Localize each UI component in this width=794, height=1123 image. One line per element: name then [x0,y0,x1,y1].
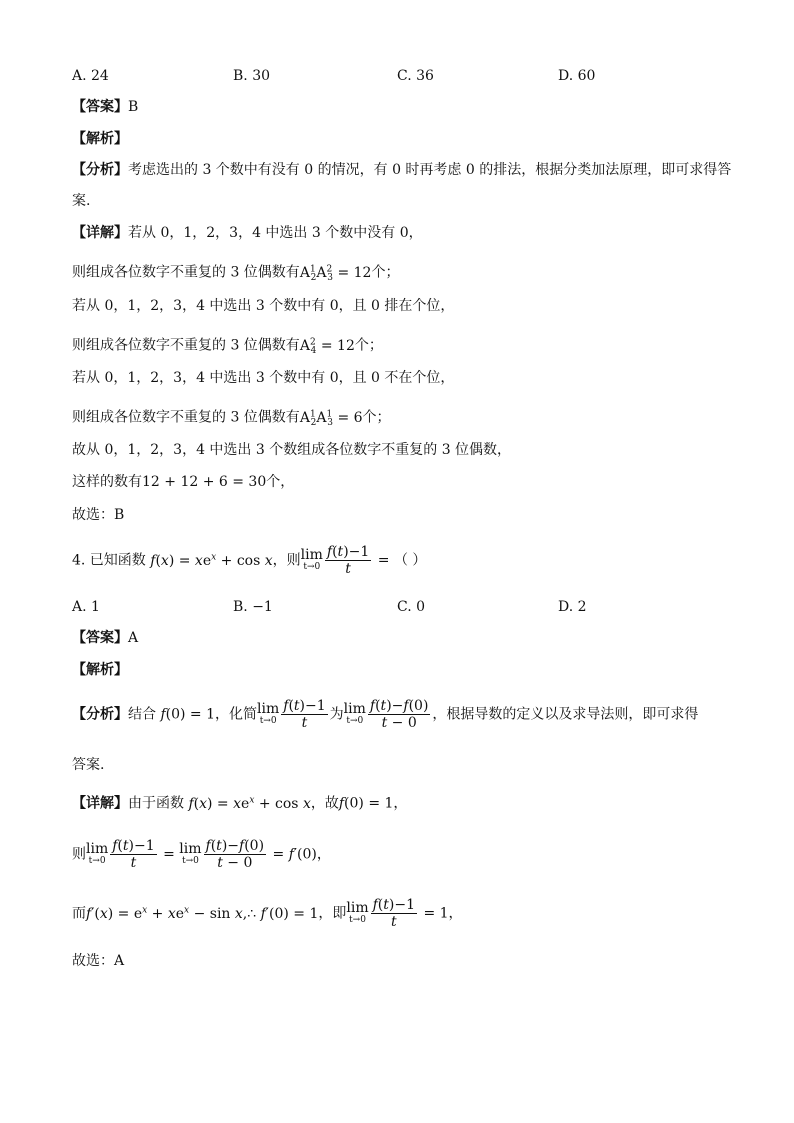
limit-result: = 1 [419,905,449,922]
xiangjie-tag: 【详解】 [72,225,128,241]
q4-option-b: B. −1 [233,599,273,615]
function-definition: $f(x) = xe^x + \cos x$ [188,795,311,812]
derivative-expression: $f'(x) = e^x + xe^x - \sin$ x,∴ f′(0) = 1 [86,904,319,922]
q3-detail-line-6 [72,404,391,433]
fenxi-text: 考虑选出的 3 个数中有没有 0 的情况，有 0 时再考虑 0 的排法，根据分类加法原理，即可求得答 [128,162,732,178]
function-definition: $f(x) = xe^x + \cos x$ [150,551,273,569]
q3-fenxi-line-2: 案. [72,193,91,209]
limit-operator: lim t→0 [346,899,369,925]
xiangjie-tag: 【详解】 [72,795,128,812]
f0-equals-1: f(0) = 1 [338,795,394,812]
limit-operator: lim t→0 [179,840,202,866]
q3-answer [72,97,138,117]
limit-fraction: $\frac{f(t)-1}{t}$ [112,838,155,871]
q3-detail-line-7: 故从 0，1，2，3，4 中选出 3 个数组成各位数字不重复的 3 位偶数， [72,442,512,458]
f0-equals-1: f(0) = 1 [160,706,216,723]
fenxi-tag: 【分析】 [72,706,128,723]
q4-answer [72,628,138,648]
q4-detail-line-2: 则lim t→0 $\frac{f(t)-1}{t}$ = lim t→0 $\frac{f(t)-f(0)}{t - 0}$ = f′(0)， [72,838,331,871]
detail-text: ，故 [310,795,339,812]
answer-tag: 【答案】 [72,99,128,115]
fenxi-tag: 【分析】 [72,162,128,178]
q4-fenxi-line-2: 答案. [72,757,105,773]
q4-option-c: C. 0 [397,599,426,615]
q3-detail-line-2 [72,259,399,288]
detail-text: 则组成各位数字不重复的 3 位偶数有 [72,337,300,354]
perm-expression: $A^2_4 = 12$ [299,337,355,357]
q3-fenxi-line-1 [72,160,731,180]
limit-operator: lim t→0 [343,700,366,726]
q3-detail-line-8 [72,472,294,492]
q3-option-a: A. 24 [72,68,109,84]
q3-detail-line-1 [72,223,423,243]
q4-analysis-tag [72,660,128,680]
q3-option-d: D. 60 [558,68,596,84]
sum-expression: 12 + 12 + 6 = 30 [142,474,267,490]
limit-operator: lim t→0 [257,700,280,726]
q3-option-c: C. 36 [397,68,434,84]
q4-detail-line-1 [72,790,407,814]
analysis-tag: 【解析】 [72,131,128,147]
q3-conclusion: 故选：B [72,507,125,523]
answer-value: B [128,99,139,115]
detail-text: 个； [362,409,391,426]
detail-text: ，即 [318,905,347,922]
stem-text: 4. 已知函数 [72,552,146,569]
limit-fraction: $\frac{f(t)-1}{t}$ [372,897,415,930]
q3-detail-line-5: 若从 0，1，2，3，4 中选出 3 个数中有 0，且 0 不在个位， [72,370,455,386]
detail-text: ， [448,905,463,922]
q4-option-d: D. 2 [558,599,587,615]
stem-text: （ ） [393,552,427,569]
q4-fenxi-line-1 [72,698,698,731]
stem-text: ，则 [272,552,301,569]
detail-text: 个； [354,337,383,354]
q4-stem: 4. 已知函数 $f(x) = xe^x + \cos x$，则lim t→0 $\frac{f(t)-1}{t}$ = （ ） [72,544,427,577]
derivative-quotient: $\frac{f(t)-f(0)}{t - 0}$ [205,838,265,871]
q3-analysis-tag [72,129,128,149]
derivative-quotient: $\frac{f(t)-f(0)}{t - 0}$ [369,698,429,731]
perm-expression: $A^1_2A^2_3 = 12$ [299,264,372,284]
q4-option-a: A. 1 [72,599,100,615]
limit-operator: lim t→0 [86,840,109,866]
q3-detail-line-4 [72,332,383,361]
detail-text: 个， [266,474,295,490]
detail-text: 则 [72,846,86,863]
q4-conclusion: 故选：A [72,953,125,969]
q4-detail-line-3 [72,897,463,930]
detail-text: 这样的数有 [72,474,142,490]
detail-text: 个； [371,264,400,281]
limit-fraction: $\frac{f(t)-1}{t}$ [283,698,326,731]
detail-text: 而 [72,905,86,922]
detail-text: 由于函数 [128,795,184,812]
fenxi-text: ，根据导数的定义以及求导法则，即可求得 [432,706,699,723]
fenxi-text: 为 [329,706,344,723]
answer-tag: 【答案】 [72,630,128,646]
detail-text: ， [316,846,331,863]
fenxi-text: ，化简 [215,706,258,723]
analysis-tag: 【解析】 [72,662,128,678]
detail-text: 则组成各位数字不重复的 3 位偶数有 [72,409,300,426]
q3-detail-line-3: 若从 0，1，2，3，4 中选出 3 个数中有 0，且 0 排在个位， [72,298,455,314]
perm-expression: $A^1_2A^1_3 = 6$ [299,409,363,429]
q3-option-b: B. 30 [233,68,271,84]
detail-text: ， [393,795,408,812]
fenxi-text: 结合 [128,706,156,723]
limit-fraction: $\frac{f(t)-1}{t}$ [326,544,370,577]
derivative-at-zero: = f′(0) [268,846,317,863]
limit-operator: lim t→0 [300,546,323,572]
detail-text: 则组成各位数字不重复的 3 位偶数有 [72,264,300,281]
detail-text: 若从 0，1，2，3，4 中选出 3 个数中没有 0， [128,225,423,241]
answer-value: A [128,630,139,646]
